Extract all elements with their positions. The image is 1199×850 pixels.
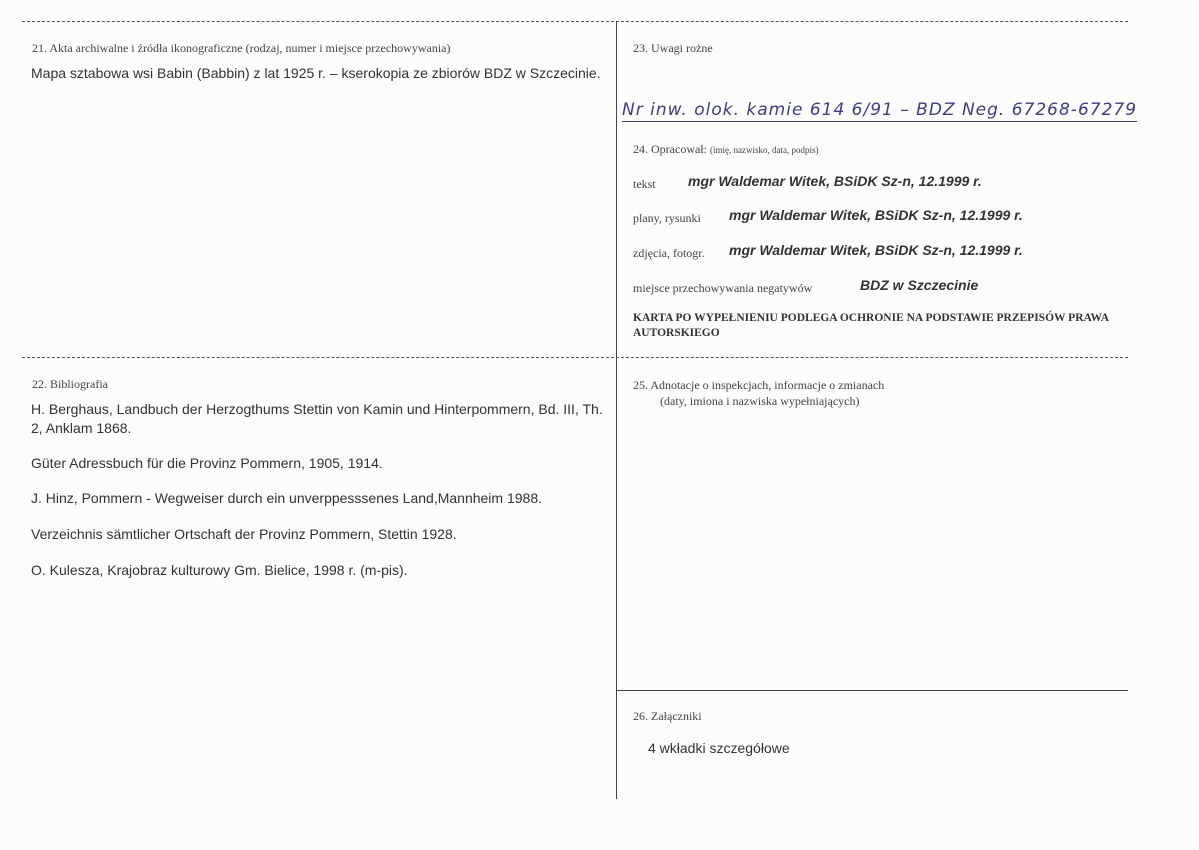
section25-label: 25. Adnotacje o inspekcjach, informacje o zmianach — [633, 378, 885, 392]
section22-label: 22. Bibliografia — [32, 377, 108, 391]
section26-border — [616, 690, 1128, 691]
section24-note: (imię, nazwisko, data, podpis) — [709, 145, 819, 155]
row-negatywy-value: BDZ w Szczecinie — [860, 277, 979, 293]
copyright-notice: KARTA PO WYPEŁNIENIU PODLEGA OCHRONIE NA PODSTAWIE PRZEPISÓW PRAWA AUTORSKIEGO — [633, 312, 1109, 339]
section25-label-note: (daty, imiona i nazwiska wypełniających) — [660, 394, 860, 408]
middle-border — [22, 357, 1128, 358]
section24-title: 24. Opracował: — [633, 142, 707, 156]
section26-label: 26. Załączniki — [633, 709, 702, 723]
bibliography-item: H. Berghaus, Landbuch der Herzogthums Stettin von Kamin und Hinterpommern, Bd. III, Th. 2, Anklam 1868. — [31, 401, 603, 436]
bibliography-item: O. Kulesza, Krajobraz kulturowy Gm. Bielice, 1998 r. (m-pis). — [31, 562, 408, 578]
row-tekst-key: tekst — [633, 177, 656, 191]
section24-label — [633, 142, 818, 157]
section23-label: 23. Uwagi rożne — [633, 41, 713, 55]
center-divider — [616, 21, 617, 799]
row-zdjecia-key: zdjęcia, fotogr. — [633, 246, 705, 260]
section26-content: 4 wkładki szczegółowe — [648, 740, 790, 756]
row-tekst-value: mgr Waldemar Witek, BSiDK Sz-n, 12.1999 r. — [688, 173, 982, 189]
bibliography-item: Verzeichnis sämtlicher Ortschaft der Provinz Pommern, Stettin 1928. — [31, 526, 457, 542]
top-border — [22, 21, 1128, 22]
section21-content: Mapa sztabowa wsi Babin (Babbin) z lat 1925 r. – kserokopia ze zbiorów BDZ w Szczecinie. — [31, 65, 601, 81]
bibliography-item: Güter Adressbuch für die Provinz Pommern, 1905, 1914. — [31, 455, 383, 471]
section21-label: 21. Akta archiwalne i źródła ikonograficzne (rodzaj, numer i miejsce przechowywania) — [32, 41, 451, 55]
row-plany-value: mgr Waldemar Witek, BSiDK Sz-n, 12.1999 r. — [729, 207, 1023, 223]
row-zdjecia-value: mgr Waldemar Witek, BSiDK Sz-n, 12.1999 r. — [729, 242, 1023, 258]
row-negatywy-key: miejsce przechowywania negatywów — [633, 281, 813, 295]
bibliography-item: J. Hinz, Pommern - Wegweiser durch ein unverppesssenes Land,Mannheim 1988. — [31, 490, 542, 506]
row-plany-key: plany, rysunki — [633, 211, 701, 225]
section23-handwritten-note: Nr inw. olok. kamie 614 6/91 – BDZ Neg. 67268-67279 — [622, 100, 1138, 120]
